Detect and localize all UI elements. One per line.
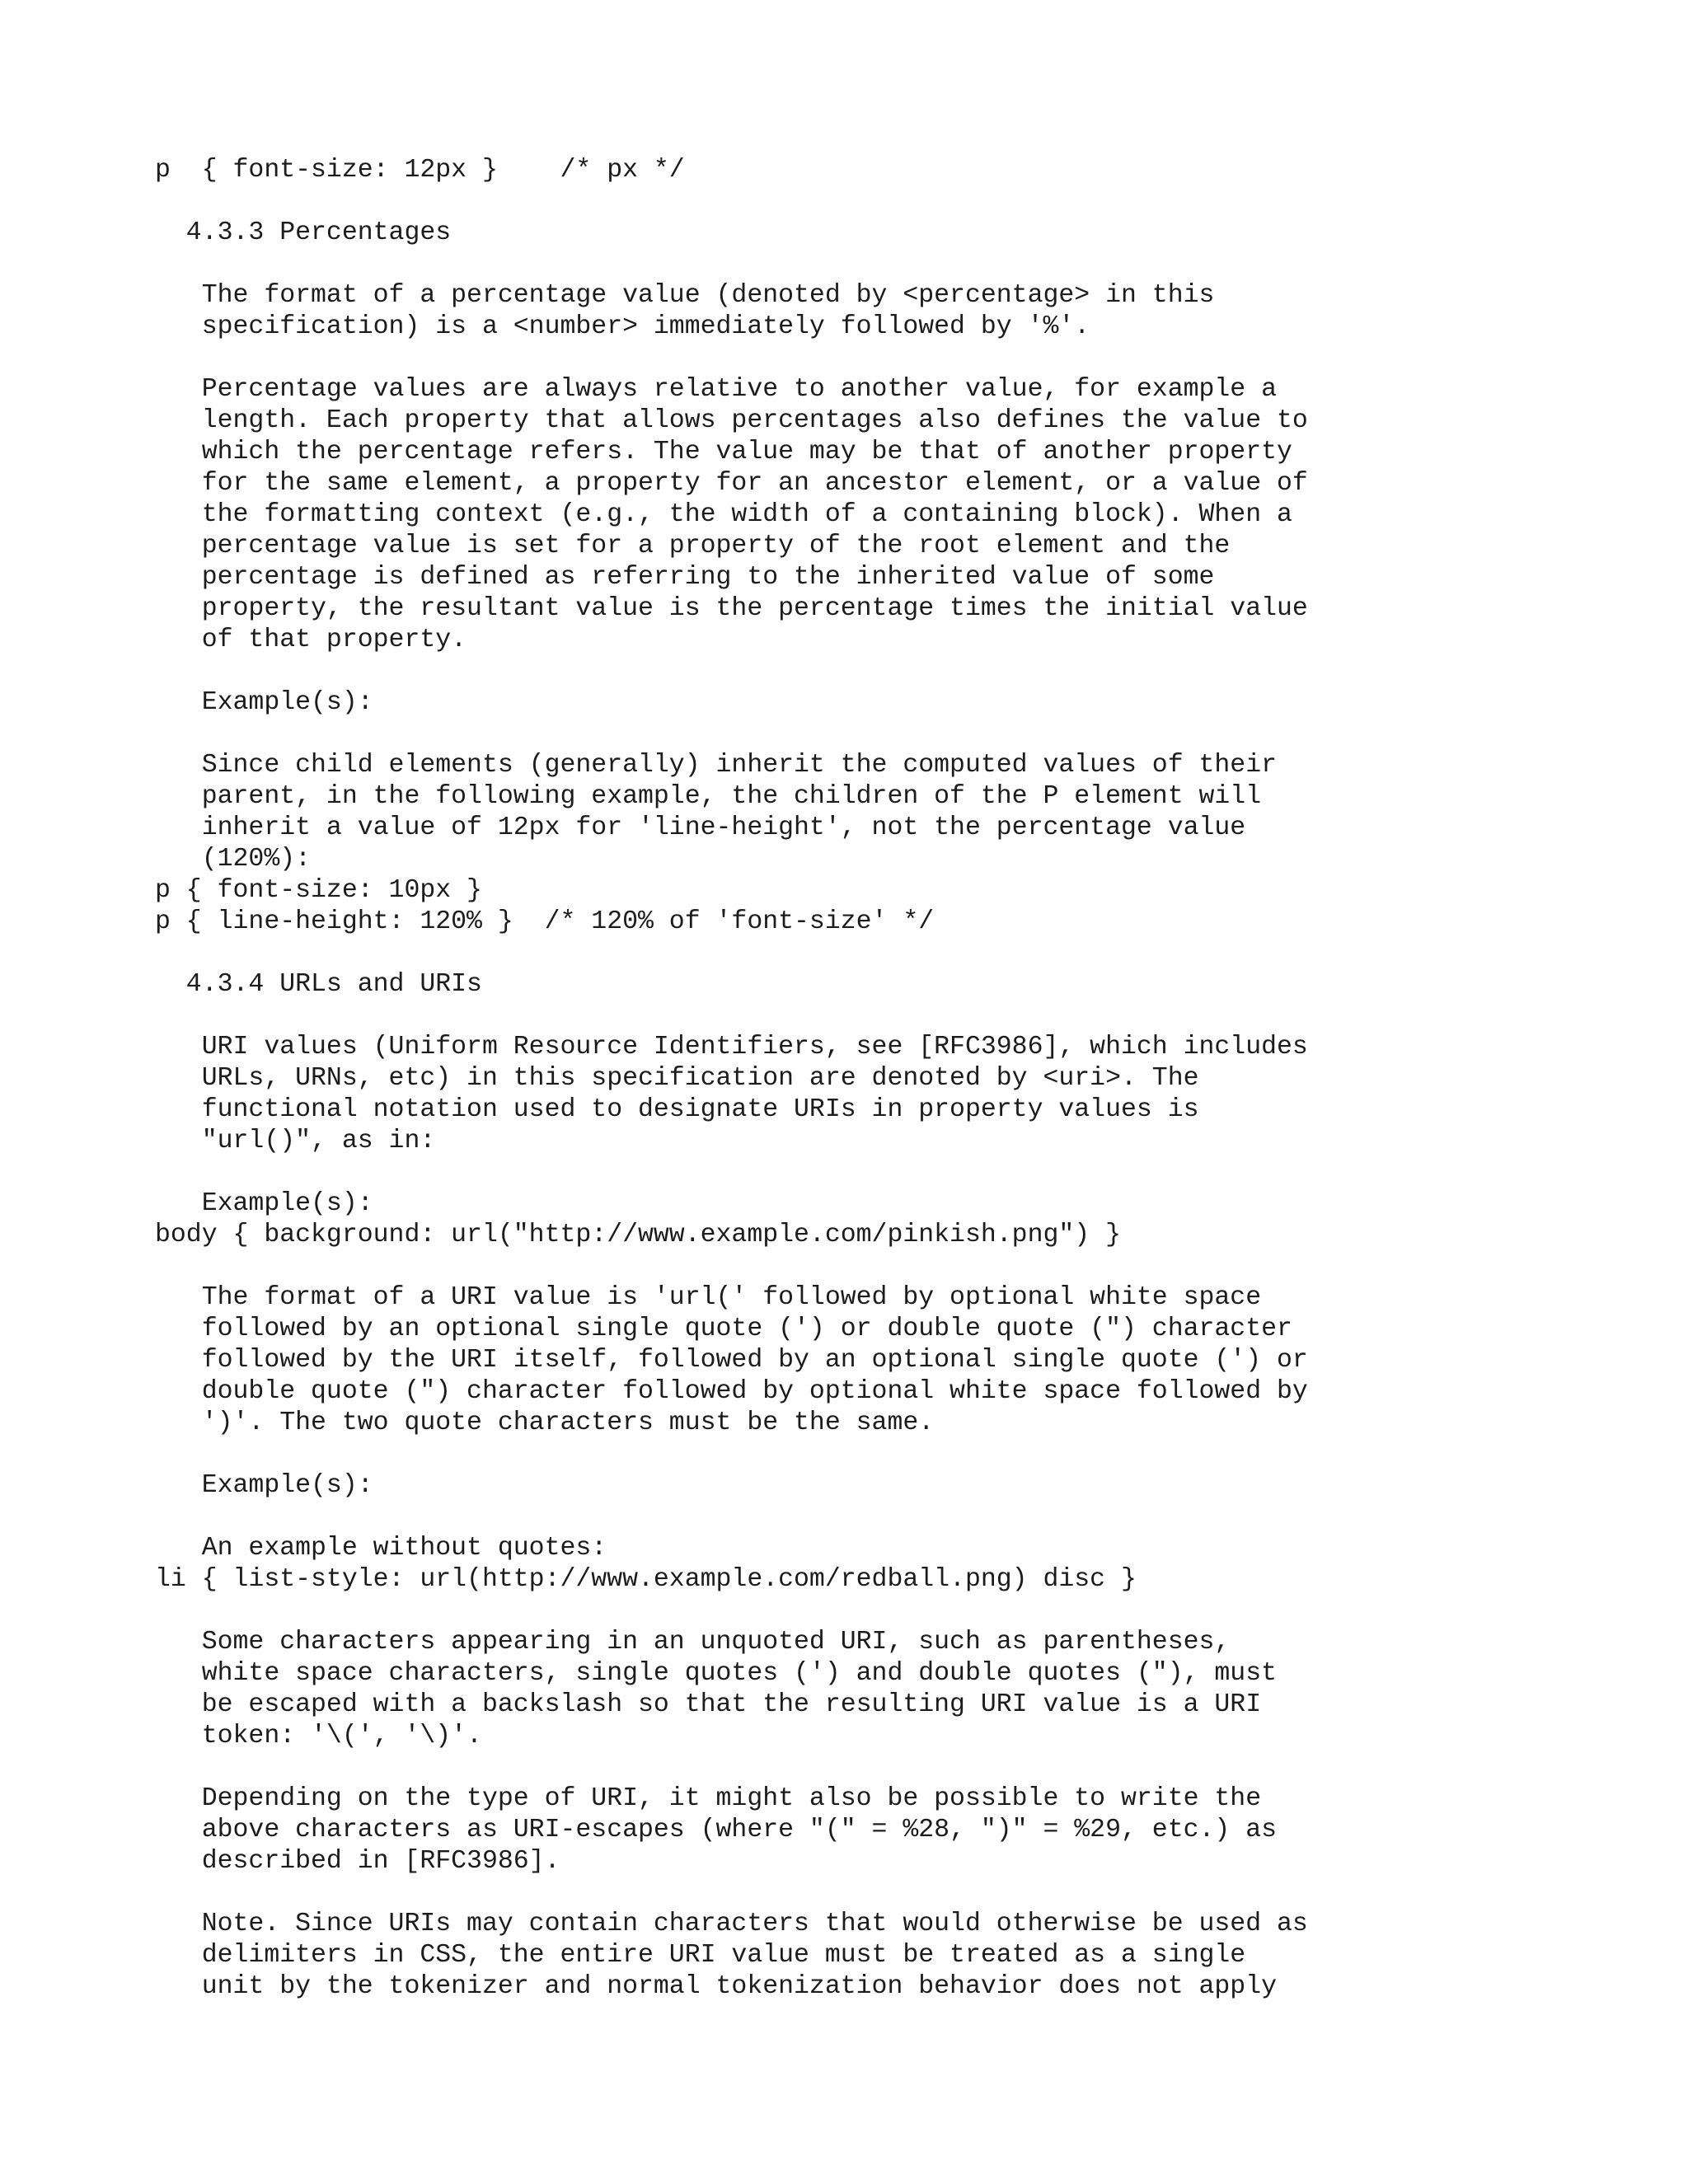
paragraph-line: parent, in the following example, the children of the P element will bbox=[155, 782, 1262, 811]
paragraph-line: ')'. The two quote characters must be the same. bbox=[155, 1408, 935, 1437]
paragraph-line: The format of a URI value is 'url(' followed by optional white space bbox=[155, 1283, 1262, 1312]
paragraph-line: percentage value is set for a property of the root element and the bbox=[155, 532, 1231, 560]
code-line: body { background: url("http://www.example.com/pinkish.png") } bbox=[155, 1221, 1121, 1249]
paragraph-line: token: '\(', '\)'. bbox=[155, 1722, 482, 1750]
code-line: p { font-size: 10px } bbox=[155, 876, 482, 905]
paragraph-line: described in [RFC3986]. bbox=[155, 1847, 560, 1876]
paragraph-line: inherit a value of 12px for 'line-height', not the percentage value bbox=[155, 813, 1246, 842]
paragraph-line: followed by the URI itself, followed by an optional single quote (') or bbox=[155, 1346, 1308, 1375]
paragraph-line: be escaped with a backslash so that the resulting URI value is a URI bbox=[155, 1690, 1262, 1719]
paragraph-line: functional notation used to designate URIs in property values is bbox=[155, 1095, 1199, 1124]
code-line: p { line-height: 120% } /* 120% of 'font-size' */ bbox=[155, 907, 935, 936]
paragraph-line: the formatting context (e.g., the width of a containing block). When a bbox=[155, 500, 1292, 529]
paragraph-line: double quote (") character followed by optional white space followed by bbox=[155, 1377, 1308, 1406]
paragraph-line: for the same element, a property for an ancestor element, or a value of bbox=[155, 469, 1308, 498]
example-label: Example(s): bbox=[155, 688, 373, 717]
paragraph-line: URI values (Uniform Resource Identifiers, see [RFC3986], which includes bbox=[155, 1033, 1308, 1062]
paragraph-line: Note. Since URIs may contain characters that would otherwise be used as bbox=[155, 1910, 1308, 1938]
example-label: Example(s): bbox=[155, 1189, 373, 1218]
paragraph-line: specification) is a <number> immediately followed by '%'. bbox=[155, 312, 1090, 341]
paragraph-line: percentage is defined as referring to the inherited value of some bbox=[155, 563, 1215, 592]
paragraph-line: which the percentage refers. The value may be that of another property bbox=[155, 438, 1292, 466]
paragraph-line: above characters as URI-escapes (where "(" = %28, ")" = %29, etc.) as bbox=[155, 1816, 1278, 1844]
paragraph-line: followed by an optional single quote (') or double quote (") character bbox=[155, 1315, 1292, 1343]
paragraph-line: delimiters in CSS, the entire URI value must be treated as a single bbox=[155, 1941, 1246, 1970]
paragraph-line: (120%): bbox=[155, 845, 312, 874]
paragraph-line: Percentage values are always relative to another value, for example a bbox=[155, 375, 1278, 404]
paragraph-line: of that property. bbox=[155, 626, 467, 654]
paragraph-line: unit by the tokenizer and normal tokenization behavior does not apply bbox=[155, 1972, 1278, 2001]
paragraph-line: Depending on the type of URI, it might also be possible to write the bbox=[155, 1784, 1262, 1813]
code-line: li { list-style: url(http://www.example.com/redball.png) disc } bbox=[155, 1565, 1137, 1594]
example-label: Example(s): bbox=[155, 1471, 373, 1500]
paragraph-line: property, the resultant value is the percentage times the initial value bbox=[155, 594, 1308, 623]
paragraph-line: The format of a percentage value (denoted by <percentage> in this bbox=[155, 281, 1215, 310]
paragraph-line: An example without quotes: bbox=[155, 1534, 607, 1563]
paragraph-line: Since child elements (generally) inherit the computed values of their bbox=[155, 751, 1278, 780]
paragraph-line: white space characters, single quotes (') and double quotes ("), must bbox=[155, 1659, 1278, 1688]
paragraph-line: Some characters appearing in an unquoted URI, such as parentheses, bbox=[155, 1628, 1231, 1657]
section-heading: 4.3.3 Percentages bbox=[155, 218, 452, 247]
section-heading: 4.3.4 URLs and URIs bbox=[155, 970, 482, 999]
paragraph-line: "url()", as in: bbox=[155, 1127, 436, 1155]
paragraph-line: URLs, URNs, etc) in this specification are denoted by <uri>. The bbox=[155, 1064, 1199, 1093]
code-line: p { font-size: 12px } /* px */ bbox=[155, 156, 685, 185]
paragraph-line: length. Each property that allows percentages also defines the value to bbox=[155, 406, 1308, 435]
